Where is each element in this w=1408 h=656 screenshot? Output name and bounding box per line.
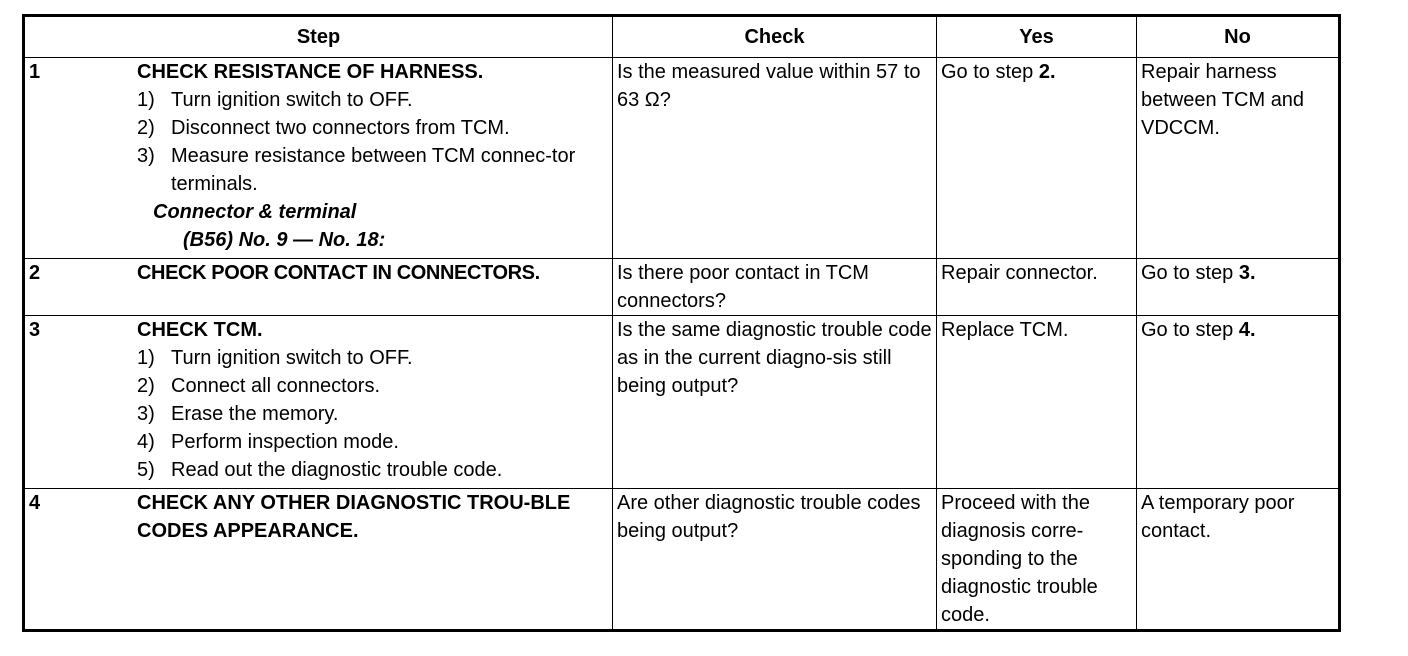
connector-terminal-value: (B56) No. 9 — No. 18: — [183, 229, 386, 251]
goto-step-ref: 2. — [1038, 61, 1056, 83]
check-cell: Is there poor contact in TCM connectors? — [613, 259, 937, 316]
table-row — [24, 489, 1340, 631]
step-number: 4 — [29, 492, 41, 514]
check-cell: Is the same diagnostic trouble code as in the current diagno-sis still being output? — [613, 316, 937, 489]
step-body — [137, 316, 612, 484]
no-cell: Go to step 4. — [1137, 316, 1340, 489]
substep: 4) Perform inspection mode. — [137, 431, 399, 453]
header-no: No — [1137, 16, 1340, 58]
step-cell — [24, 58, 613, 259]
check-cell: Are other diagnostic trouble codes being output? — [613, 489, 937, 631]
step-number: 2 — [29, 262, 41, 284]
step-cell — [24, 259, 613, 316]
step-title: CHECK RESISTANCE OF HARNESS. — [137, 61, 484, 83]
no-cell: Repair harness between TCM and VDCCM. — [1137, 58, 1340, 259]
diagnostic-procedure-table — [22, 14, 1341, 632]
table-row — [24, 259, 1340, 316]
connector-terminal-label: Connector & terminal — [153, 201, 357, 223]
step-substeps — [137, 344, 610, 484]
substep: 3) Measure resistance between TCM connec-tor terminals. — [137, 145, 576, 195]
goto-step-ref: 4. — [1238, 319, 1256, 341]
substep: 5) Read out the diagnostic trouble code. — [137, 459, 503, 481]
check-cell: Is the measured value within 57 to 63 Ω? — [613, 58, 937, 259]
header-check: Check — [613, 16, 937, 58]
no-cell: A temporary poor contact. — [1137, 489, 1340, 631]
step-cell — [24, 489, 613, 631]
yes-cell: Replace TCM. — [937, 316, 1137, 489]
no-cell: Go to step 3. — [1137, 259, 1340, 316]
header-step: Step — [24, 16, 613, 58]
table-header-row — [24, 16, 1340, 58]
table-row — [24, 316, 1340, 489]
header-yes: Yes — [937, 16, 1137, 58]
step-substeps — [137, 86, 610, 198]
substep: 2) Connect all connectors. — [137, 375, 381, 397]
yes-cell: Proceed with the diagnosis corre-sponding to the diagnostic trouble code. — [937, 489, 1137, 631]
yes-cell: Go to step 2. — [937, 58, 1137, 259]
step-number: 1 — [29, 61, 41, 83]
step-cell — [24, 316, 613, 489]
substep: 2) Disconnect two connectors from TCM. — [137, 117, 510, 139]
step-body — [137, 259, 612, 287]
step-body — [137, 489, 612, 545]
step-number: 3 — [29, 319, 41, 341]
step-title: CHECK POOR CONTACT IN CONNECTORS. — [137, 262, 540, 284]
step-title: CHECK ANY OTHER DIAGNOSTIC TROU-BLE CODES APPEARANCE. — [137, 492, 571, 542]
step-body — [137, 58, 612, 254]
substep: 1) Turn ignition switch to OFF. — [137, 89, 413, 111]
table-row — [24, 58, 1340, 259]
goto-step-ref: 3. — [1238, 262, 1256, 284]
substep: 1) Turn ignition switch to OFF. — [137, 347, 413, 369]
step-title: CHECK TCM. — [137, 319, 263, 341]
substep: 3) Erase the memory. — [137, 403, 339, 425]
yes-cell: Repair connector. — [937, 259, 1137, 316]
